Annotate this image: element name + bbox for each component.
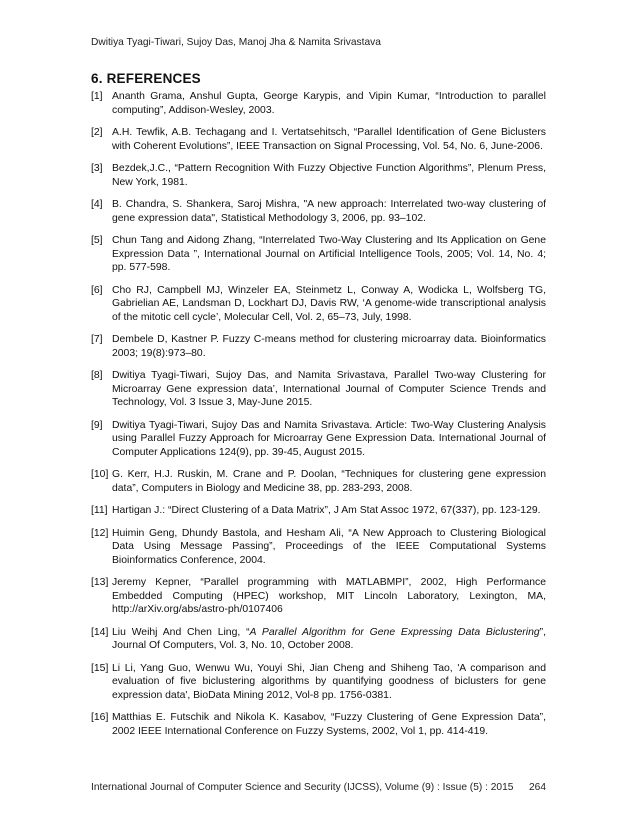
reference-item [91, 333, 546, 360]
reference-item [91, 198, 546, 225]
reference-text: Ananth Grama, Anshul Gupta, George Karypis, and Vipin Kumar, “Introduction to parallel computing”, Addison-Wesley, 2003. [112, 91, 546, 116]
reference-text: G. Kerr, H.J. Ruskin, M. Crane and P. Doolan, “Techniques for clustering gene expression data”, Computers in Biology and Medicine 38, pp. 283-293, 2008. [112, 469, 546, 494]
reference-text: Li Li, Yang Guo, Wenwu Wu, Youyi Shi, Jian Cheng and Shiheng Tao, 'A comparison and evaluation of five biclustering algorithms by quantifying goodness of biclusters for gene expression data', BioData Mining 2012, Vol-8 pp. 1756-0381. [112, 662, 546, 701]
reference-number: [12] [91, 527, 109, 539]
reference-number: [10] [91, 469, 109, 481]
reference-text: Chun Tang and Aidong Zhang, “Interrelated Two-Way Clustering and Its Application on Gene Expression Data ”, International Journal on Artificial Intelligence Tools, 2005; Vol. 14, No. 4; pp. 577-598. [112, 234, 546, 274]
reference-item [91, 576, 546, 617]
reference-title-italic: A Parallel Algorithm for Gene Expressing Data Biclustering [249, 626, 540, 638]
section-title: 6. REFERENCES [91, 71, 201, 86]
reference-list [91, 90, 546, 747]
reference-number: [15] [91, 662, 109, 674]
reference-item [91, 162, 546, 189]
reference-number: [6] [91, 284, 103, 296]
reference-number: [14] [91, 626, 109, 638]
reference-text: Bezdek,J.C., “Pattern Recognition With Fuzzy Objective Function Algorithms”, Plenum Press, New York, 1981. [112, 162, 546, 188]
reference-text: B. Chandra, S. Shankera, Saroj Mishra, "A new approach: Interrelated two-way clustering of gene expression data", Statistical Methodology 3, 2006, pp. 93–102. [112, 198, 546, 224]
reference-number: [9] [91, 419, 103, 431]
reference-text: Jeremy Kepner, “Parallel programming with MATLABMPI”, 2002, High Performance Embedded Computing (HPEC) workshop, MIT Lincoln Laboratory, Lexington, MA, http://arXiv.org/abs/astro-ph/0107406 [112, 577, 546, 616]
reference-text-post: ”, Journal Of Computers, Vol. 3, No. 10, October 2008. [112, 626, 546, 652]
reference-item [91, 419, 546, 460]
reference-text: Matthias E. Futschik and Nikola K. Kasabov, “Fuzzy Clustering of Gene Expression Data”, 2002 IEEE International Conference on Fuzzy Systems, 2002, Vol 1, pp. 414-419. [112, 712, 546, 737]
reference-text-pre: Liu Weihj And Chen Ling, “ [112, 626, 250, 638]
reference-number: [3] [91, 162, 103, 174]
reference-number: [16] [91, 712, 109, 724]
reference-number: [1] [91, 91, 103, 102]
page-footer [91, 782, 546, 793]
reference-item [91, 662, 546, 703]
reference-item [91, 711, 546, 738]
reference-item [91, 369, 546, 410]
reference-text [112, 626, 546, 653]
reference-item [91, 504, 546, 518]
reference-text: Dwitiya Tyagi-Tiwari, Sujoy Das, and Namita Srivastava, Parallel Two-way Clustering for Microarray Gene expression data’, International Journal of Computer Science Trends and Technology, Vol. 3 Issue 3, May-June 2015. [112, 370, 546, 409]
reference-item [91, 284, 546, 325]
reference-item [91, 626, 546, 653]
journal-citation: International Journal of Computer Science and Security (IJCSS), Volume (9) : Issue (5) : 2015 [91, 782, 514, 793]
reference-item [91, 527, 546, 568]
reference-text: Dembele D, Kastner P. Fuzzy C-means method for clustering microarray data. Bioinformatics 2003; 19(8):973–80. [112, 334, 546, 359]
reference-number: [13] [91, 577, 109, 589]
reference-number: [4] [91, 198, 103, 210]
reference-item [91, 126, 546, 153]
reference-item [91, 234, 546, 275]
reference-number: [5] [91, 234, 103, 246]
reference-number: [11] [91, 505, 108, 517]
reference-number: [8] [91, 370, 103, 382]
running-header: Dwitiya Tyagi-Tiwari, Sujoy Das, Manoj Jha & Namita Srivastava [91, 37, 381, 48]
reference-text: A.H. Tewfik, A.B. Techagang and I. Vertatsehitsch, “Parallel Identification of Gene Biclusters with Coherent Evolutions”, IEEE Transaction on Signal Processing, Vol. 54, No. 6, June-2006. [112, 126, 546, 152]
reference-number: [7] [91, 334, 103, 346]
reference-text: Hartigan J.: “Direct Clustering of a Data Matrix”, J Am Stat Assoc 1972, 67(337), pp. 123-129. [112, 505, 541, 517]
reference-item [91, 90, 546, 117]
reference-text: Cho RJ, Campbell MJ, Winzeler EA, Steinmetz L, Conway A, Wodicka L, Wolfsberg TG, Gabrielian AE, Landsman D, Lockhart DJ, Davis RW, ‘A genome-wide transcriptional analysis of the mitotic cell cycle’, Molecular Cell, Vol. 2, 65–73, July, 1998. [112, 284, 546, 323]
reference-text: Dwitiya Tyagi-Tiwari, Sujoy Das and Namita Srivastava. Article: Two-Way Clustering Analysis using Parallel Fuzzy Approach for Microarray Gene Expression Data. International Journal of Computer Applications 124(9), pp. 39-45, August 2015. [112, 419, 546, 458]
page-number: 264 [529, 782, 546, 793]
reference-item [91, 468, 546, 495]
reference-text: Huimin Geng, Dhundy Bastola, and Hesham Ali, “A New Approach to Clustering Biological Data Using Message Passing”, Proceedings of the IEEE Computational Systems Bioinformatics Conference, 2004. [112, 527, 546, 566]
reference-number: [2] [91, 126, 103, 138]
